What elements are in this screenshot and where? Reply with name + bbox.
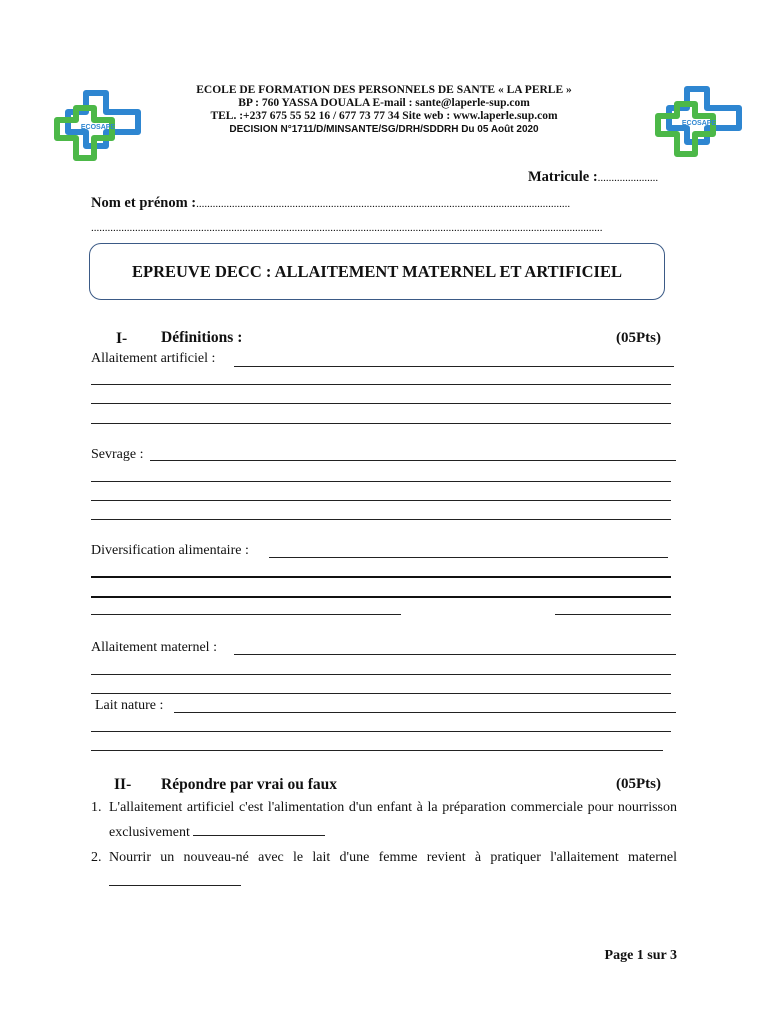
section-1-number: I- [116,330,128,347]
school-decision: DECISION N°1711/D/MINSANTE/SG/DRH/SDDRH Du 05 Août 2020 [229,124,539,135]
exam-title: EPREUVE DECC : ALLAITEMENT MATERNEL ET ARTIFICIEL [132,261,622,281]
section-1-heading: Définitions : [161,329,243,346]
school-name: ECOLE DE FORMATION DES PERSONNELS DE SANTE « LA PERLE » [196,84,572,96]
answer-line[interactable] [174,712,676,713]
matricule-label: Matricule : [528,169,598,185]
ecosape-logo-right [655,86,743,158]
definition-label-lait-nature: Lait nature : [95,698,164,713]
school-contact: TEL. :+237 675 55 52 16 / 677 73 77 34 Site web : www.laperle.sup.com [210,110,558,122]
medical-cross-icon [655,86,743,158]
exam-title-box [89,243,665,300]
medical-cross-icon [54,90,142,162]
question-number: 1. [91,800,102,815]
answer-line[interactable] [91,423,671,424]
school-header [150,84,618,136]
matricule-field[interactable] [528,169,658,186]
answer-line[interactable] [91,750,663,751]
answer-line[interactable] [234,654,676,655]
answer-line[interactable] [91,519,671,520]
answer-line[interactable] [234,366,674,367]
answer-blank[interactable] [193,821,325,836]
school-address: BP : 760 YASSA DOUALA E-mail : sante@laperle-sup.com [238,97,530,109]
question-1 [91,795,677,845]
svg-text:ECOSAPE: ECOSAPE [80,124,116,131]
question-text: L'allaitement artificiel c'est l'alimentation d'un enfant à la préparation commerciale pour nourrisson exclusivement [109,800,677,840]
answer-line[interactable] [91,596,671,598]
svg-text:ECOSAPE: ECOSAPE [681,120,717,127]
answer-line[interactable] [91,693,671,694]
section-2-points: (05Pts) [616,776,661,792]
question-number: 2. [91,850,102,865]
name-dots: ........................................................................................................................................ [196,198,571,210]
answer-blank[interactable] [109,871,241,886]
definition-label-allaitement-maternel: Allaitement maternel : [91,640,217,655]
question-text: Nourrir un nouveau-né avec le lait d'une femme revient à pratiquer l'allaitement maternel [109,850,677,865]
name-line-2[interactable]: .......................................................................................................................................................................................... [91,222,603,234]
answer-line[interactable] [91,576,671,578]
answer-line[interactable] [91,674,671,675]
name-label: Nom et prénom : [91,195,197,211]
answer-line[interactable] [555,614,671,615]
question-2 [91,845,677,895]
definition-label-allaitement-artificiel: Allaitement artificiel : [91,351,216,366]
section-2-number: II- [114,776,132,793]
answer-line[interactable] [91,500,671,501]
page-number: Page 1 sur 3 [604,948,677,963]
section-1-points: (05Pts) [616,330,661,346]
section-2-heading: Répondre par vrai ou faux [161,776,337,793]
answer-line[interactable] [91,481,671,482]
matricule-dots: ...................... [597,172,659,184]
definition-label-sevrage: Sevrage : [91,447,144,462]
definition-label-diversification: Diversification alimentaire : [91,543,249,558]
ecosape-logo-left [54,90,142,162]
name-field[interactable] [91,195,570,212]
answer-line[interactable] [91,384,671,385]
answer-line[interactable] [91,614,401,615]
answer-line[interactable] [150,460,676,461]
answer-line[interactable] [91,403,671,404]
answer-line[interactable] [269,557,668,558]
answer-line[interactable] [91,731,671,732]
